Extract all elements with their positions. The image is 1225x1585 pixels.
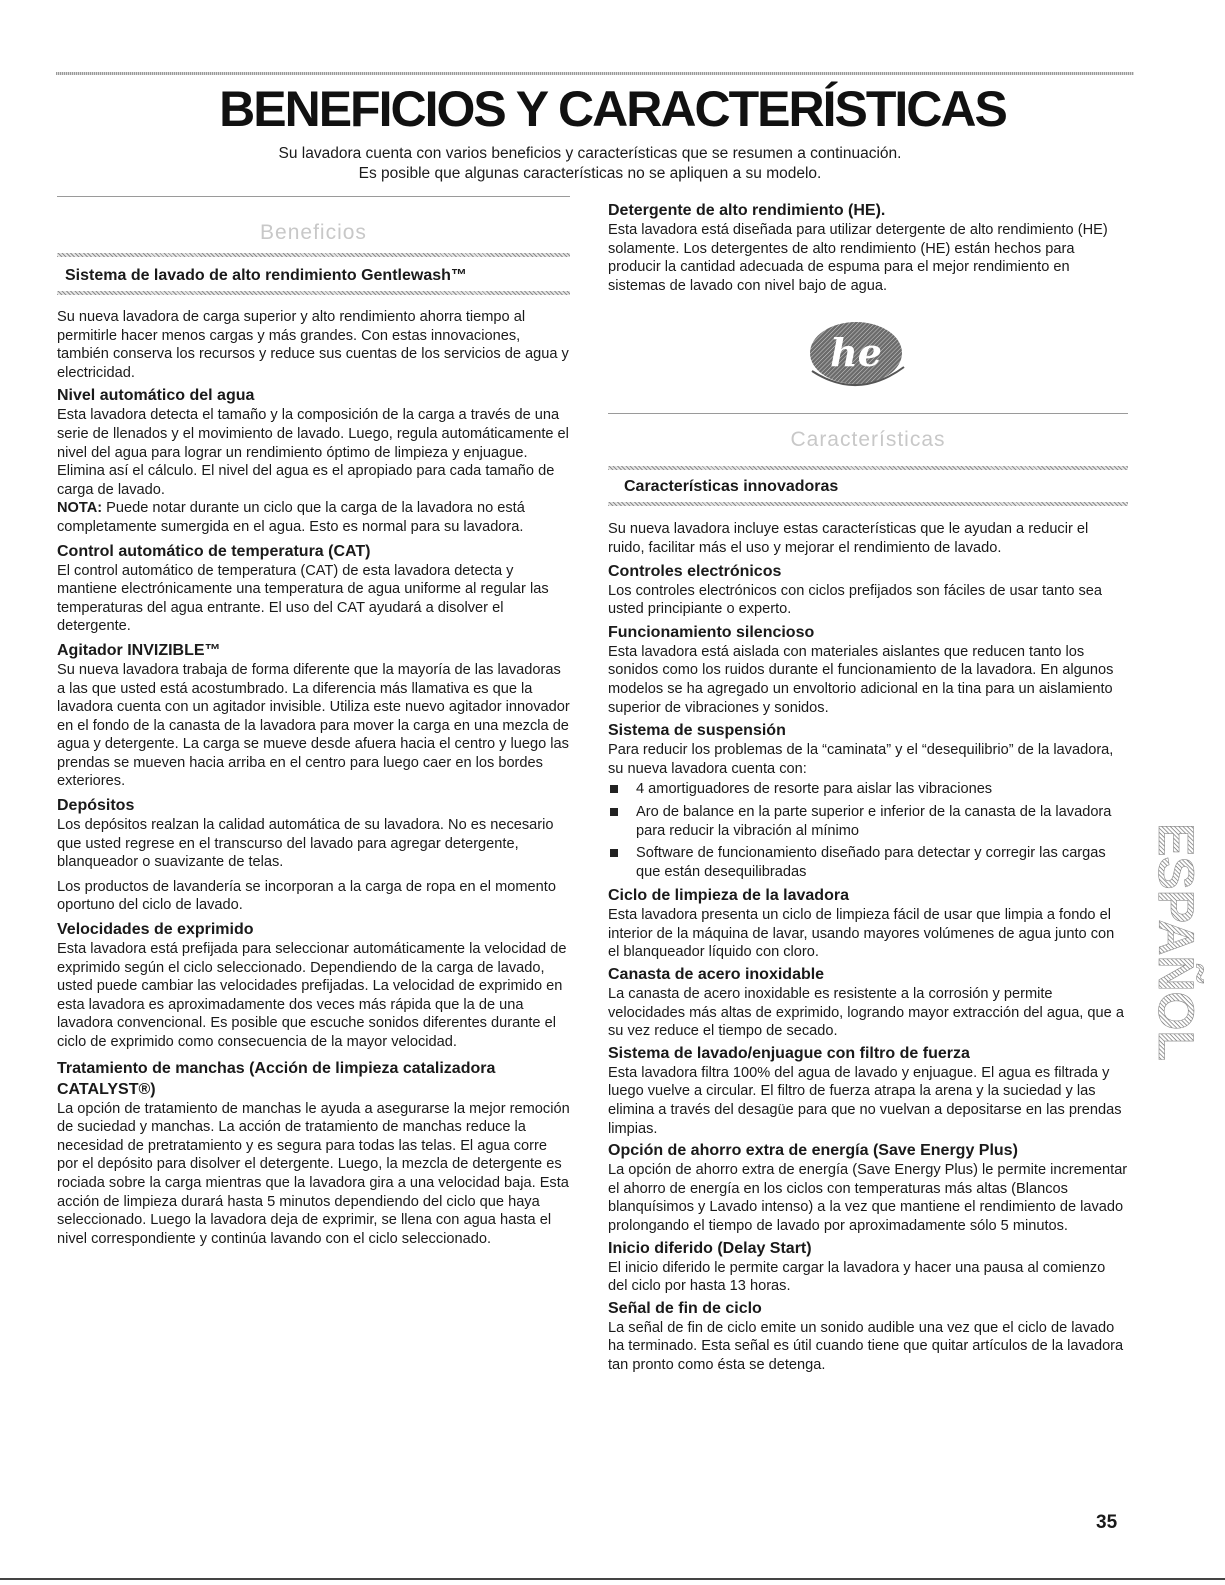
suspension-paragraph: Para reducir los problemas de la “caminata” y el “desequilibrio” de la lavadora, su nueva lavadora cuenta con: (608, 742, 1114, 777)
heading-limpieza: Ciclo de limpieza de la lavadora (608, 887, 849, 905)
section-band (608, 466, 1128, 470)
subtitle-innovadoras: Características innovadoras (624, 478, 839, 496)
intro-paragraph: Su nueva lavadora de carga superior y alto rendimiento ahorra tiempo al permitirle hacer menos cargas y más grandes. Con estas innovaciones, también conserva los recursos y reduce sus cuentas de los servicios de agua y electricidad. (57, 309, 569, 381)
left-column (57, 196, 570, 1248)
top-divider (56, 72, 1134, 75)
heading-suspension: Sistema de suspensión (608, 722, 786, 740)
intro-line-2: Es posible que algunas características no se apliquen a su modelo. (358, 165, 822, 182)
heading-filtro: Sistema de lavado/enjuague con filtro de fuerza (608, 1044, 970, 1062)
page-intro (0, 144, 1180, 184)
heading-ahorro: Opción de ahorro extra de energía (Save Energy Plus) (608, 1142, 1018, 1160)
list-item: Aro de balance en la parte superior e inferior de la canasta de la lavadora para reducir la vibración al mínimo (608, 803, 1128, 840)
heading-agitador: Agitador INVIZIBLE™ (57, 641, 221, 659)
he-logo-text: he (830, 330, 882, 376)
heading-funcionamiento: Funcionamiento silencioso (608, 623, 815, 641)
subtitle-gentlewash: Sistema de lavado de alto rendimiento Gentlewash™ (65, 267, 467, 284)
page-number: 35 (1096, 1512, 1118, 1533)
right-column (608, 200, 1128, 1375)
section-top-rule (57, 196, 570, 197)
tratamiento-paragraph: La opción de tratamiento de manchas le ayuda a asegurarse la mejor remoción de suciedad y manchas. La acción de tratamiento de manchas reduce la necesidad de pretratamiento y es segura para todas las telas. El agua corre por el depósito para disolver el detergente. Luego, la mezcla de detergente es rociada sobre la carga mientras que la lavadora gira a una velocidad baja. Esta acción de limpieza durará hasta 5 minutos dependiendo del ciclo que haya seleccionado. Luego la lavadora deja de exprimir, se llena con agua hasta el nivel correspondiente y continúa lavando con el ciclo seleccionado. (57, 1100, 570, 1247)
cat-paragraph: El control automático de temperatura (CAT) de esta lavadora detecta y mantiene electrónicamente una temperatura de agua uniforme al regular las temperaturas del agua entrante. El uso del CAT ayudará a disolver el detergente. (57, 562, 549, 635)
bullet-square-icon (610, 808, 618, 816)
bottom-divider (0, 1578, 1225, 1580)
heading-inicio-diferido: Inicio diferido (Delay Start) (608, 1239, 812, 1257)
heading-detergente: Detergente de alto rendimiento (HE). (608, 202, 886, 219)
page-title: BENEFICIOS Y CARACTERÍSTICAS (219, 81, 1006, 137)
language-tab-graphic (1140, 815, 1212, 1070)
section-label-caracteristicas: Características (790, 428, 946, 452)
section-label-beneficios: Beneficios (260, 221, 367, 244)
heading-cat: Control automático de temperatura (CAT) (57, 542, 371, 560)
section-band (57, 291, 570, 295)
funcionamiento-paragraph: Esta lavadora está aislada con materiales aislantes que reducen tanto los sonidos como los ruidos durante el funcionamiento de la lavadora. En algunos modelos se ha agregado un envoltorio adicional en la tina para un aislamiento superior de vibraciones y sonidos. (608, 643, 1114, 716)
heading-canasta: Canasta de acero inoxidable (608, 966, 825, 984)
suspension-list (608, 780, 1128, 881)
intro-line-1: Su lavadora cuenta con varios beneficios y características que se resumen a continuación. (278, 145, 902, 162)
senal-paragraph: La señal de fin de ciclo emite un sonido audible una vez que el ciclo de lavado ha terminado. Esta señal es útil cuando tiene que quitar artículos de la lavadora tan pronto como ésta se detenga. (608, 1319, 1124, 1373)
he-logo-icon (798, 319, 918, 391)
inicio-paragraph: El inicio diferido le permite cargar la lavadora y hacer una pausa al comienzo del ciclo por hasta 13 horas. (608, 1259, 1106, 1295)
he-logo (798, 319, 918, 391)
ahorro-paragraph: La opción de ahorro extra de energía (Save Energy Plus) le permite incrementar el ahorro de energía en los ciclos con temperaturas más altas (Blancos blanquísimos y Lavado intenso) a la vez que mantiene el rendimiento de lavado prolongando el tiempo de lavado por aproximadamente sólo 5 minutos. (608, 1162, 1128, 1234)
bullet-square-icon (610, 849, 618, 857)
section-band (608, 502, 1128, 506)
nivel-paragraph: Esta lavadora detecta el tamaño y la composición de la carga a través de una serie de llenados y el movimiento de lavado. Luego, regula automáticamente el nivel del agua para lograr un rendimiento óptimo de limpieza y enjuague. Elimina así el cálculo. El nivel del agua es el apropiado para cada tamaño de carga de lavado. (57, 407, 569, 498)
limpieza-paragraph: Esta lavadora presenta un ciclo de limpieza fácil de usar que limpia a fondo el interior de la máquina de lavar, usando mayores volúmenes de agua junto con el blanqueador líquido con cloro. (608, 907, 1115, 961)
heading-nivel-automatico: Nivel automático del agua (57, 387, 255, 405)
heading-senal: Señal de fin de ciclo (608, 1299, 762, 1317)
list-item: 4 amortiguadores de resorte para aislar las vibraciones (608, 780, 1128, 799)
language-tab-text: ESPAÑOL (1148, 823, 1204, 1061)
filtro-paragraph: Esta lavadora filtra 100% del agua de lavado y enjuague. El agua es filtrada y luego vuelve a circular. El filtro de fuerza atrapa la arena y la suciedad y las elimina a través del desagüe para que no vuelvan a depositarse en las prendas limpias. (608, 1064, 1122, 1137)
language-side-tab (1140, 815, 1212, 1070)
controles-paragraph: Los controles electrónicos con ciclos prefijados son fáciles de usar tanto sea usted principiante o experto. (608, 582, 1103, 618)
section-band (57, 253, 570, 257)
nota-text: Puede notar durante un ciclo que la carga de la lavadora no está completamente sumergida en el agua. Esto es normal para su lavadora. (57, 500, 525, 535)
heading-velocidades: Velocidades de exprimido (57, 921, 254, 939)
heading-depositos: Depósitos (57, 797, 135, 815)
heading-controles: Controles electrónicos (608, 562, 782, 580)
nota-label: NOTA: (57, 500, 103, 517)
depositos-paragraph-1: Los depósitos realzan la calidad automática de su lavadora. No es necesario que usted regrese en el transcurso del lavado para agregar detergente, blanqueador o suavizante de telas. (57, 817, 554, 871)
section-top-rule (608, 413, 1128, 414)
canasta-paragraph: La canasta de acero inoxidable es resistente a la corrosión y permite velocidades más altas de exprimido, logrando mayor extracción del agua, que a su vez reduce el tiempo de secado. (608, 986, 1124, 1040)
agitador-paragraph: Su nueva lavadora trabaja de forma diferente que la mayoría de las lavadoras a las que usted está acostumbrado. La diferencia más llamativa es que la lavadora cuenta con un agitador invisible. Utiliza este nuevo agitador innovador en el fondo de la canasta de la lavadora para mover la carga en una mezcla de agua y detergente. La carga se mueve desde afuera hacia el centro y luego las prendas se mueven hacia arriba en el centro para luego caer en los bordes exteriores. (57, 661, 570, 790)
bullet-square-icon (610, 785, 618, 793)
innovadoras-intro: Su nueva lavadora incluye estas características que le ayudan a reducir el ruido, facilitar más el uso y mejorar el rendimiento de lavado. (608, 521, 1089, 556)
heading-tratamiento: Tratamiento de manchas (Acción de limpieza catalizadora CATALYST®) (57, 1059, 496, 1098)
list-item: Software de funcionamiento diseñado para detectar y corregir las cargas que están desequilibradas (608, 844, 1128, 881)
velocidades-paragraph: Esta lavadora está prefijada para seleccionar automáticamente la velocidad de exprimido según el ciclo seleccionado. Dependiendo de la carga de lavado, usted puede cambiar las velocidades prefijadas. La velocidad de exprimido en esta lavadora es aproximadamente dos veces más rápida que la de una lavadora convencional. Es posible que escuche sonidos diferentes durante el ciclo de exprimido como consecuencia de la mayor velocidad. (57, 941, 567, 1050)
detergente-paragraph: Esta lavadora está diseñada para utilizar detergente de alto rendimiento (HE) solamente. Los detergentes de alto rendimiento (HE) están hechos para producir la cantidad adecuada de espuma para el mejor rendimiento en sistemas de lavado con nivel bajo de agua. (608, 222, 1108, 294)
nota-paragraph (57, 499, 570, 536)
depositos-paragraph-2: Los productos de lavandería se incorporan a la carga de ropa en el momento oportuno del ciclo de lavado. (57, 878, 556, 914)
